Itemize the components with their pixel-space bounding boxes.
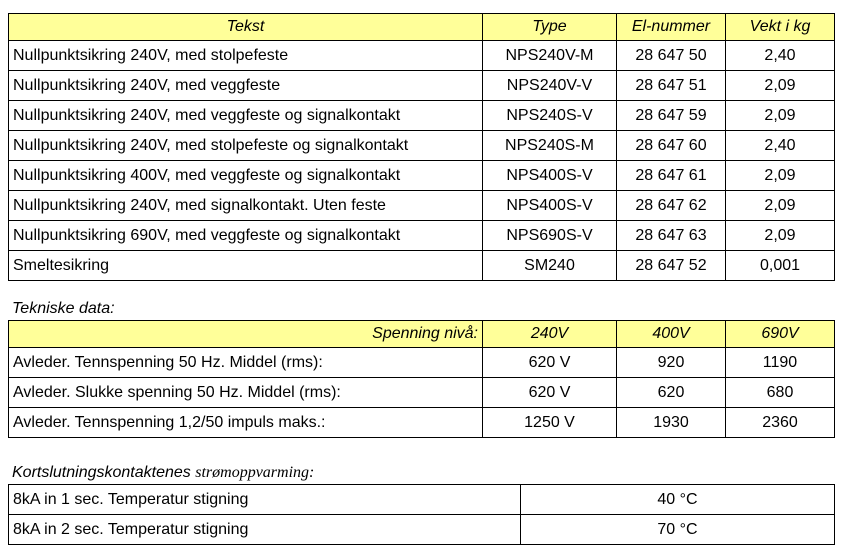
product-type: SM240 (483, 251, 617, 281)
table-row (9, 131, 835, 161)
product-el-nummer: 28 647 50 (617, 41, 726, 71)
product-el-nummer: 28 647 63 (617, 221, 726, 251)
table-row (9, 348, 835, 378)
table-row (9, 408, 835, 438)
product-el-nummer: 28 647 61 (617, 161, 726, 191)
tech-value-690v: 1190 (726, 348, 835, 378)
product-el-nummer: 28 647 51 (617, 71, 726, 101)
heating-label: 8kA in 2 sec. Temperatur stigning (9, 515, 521, 545)
table-row (9, 191, 835, 221)
product-el-nummer: 28 647 60 (617, 131, 726, 161)
header-240v: 240V (483, 321, 617, 348)
table-row (9, 161, 835, 191)
table-row (9, 71, 835, 101)
header-type: Type (483, 14, 617, 41)
table-row (9, 221, 835, 251)
product-text: Smeltesikring (9, 251, 483, 281)
product-text: Nullpunktsikring 240V, med veggfeste og signalkontakt (9, 101, 483, 131)
product-text: Nullpunktsikring 240V, med signalkontakt. Uten feste (9, 191, 483, 221)
tech-label: Avleder. Tennspenning 50 Hz. Middel (rms): (9, 348, 483, 378)
heating-label: 8kA in 1 sec. Temperatur stigning (9, 485, 521, 515)
product-el-nummer: 28 647 59 (617, 101, 726, 131)
product-weight: 2,09 (726, 221, 835, 251)
product-text: Nullpunktsikring 690V, med veggfeste og signalkontakt (9, 221, 483, 251)
heating-value: 40 °C (521, 485, 835, 515)
product-weight: 0,001 (726, 251, 835, 281)
table-row (9, 251, 835, 281)
header-vekt: Vekt i kg (726, 14, 835, 41)
product-weight: 2,09 (726, 191, 835, 221)
table-row (9, 485, 835, 515)
product-el-nummer: 28 647 52 (617, 251, 726, 281)
product-weight: 2,09 (726, 161, 835, 191)
tech-label: Avleder. Tennspenning 1,2/50 impuls maks.: (9, 408, 483, 438)
heating-caption-part-a: Kortslutningskontaktenes (12, 464, 191, 481)
product-weight: 2,09 (726, 71, 835, 101)
header-tekst: Tekst (9, 14, 483, 41)
product-type: NPS240V-V (483, 71, 617, 101)
product-type: NPS400S-V (483, 191, 617, 221)
product-text: Nullpunktsikring 240V, med stolpefeste (9, 41, 483, 71)
product-weight: 2,40 (726, 131, 835, 161)
header-400v: 400V (617, 321, 726, 348)
header-spenning: Spenning nivå: (9, 321, 483, 348)
table-row (9, 41, 835, 71)
tech-value-400v: 1930 (617, 408, 726, 438)
tech-table (8, 320, 835, 438)
product-text: Nullpunktsikring 240V, med veggfeste (9, 71, 483, 101)
product-type: NPS240S-V (483, 101, 617, 131)
tech-label: Avleder. Slukke spenning 50 Hz. Middel (rms): (9, 378, 483, 408)
header-690v: 690V (726, 321, 835, 348)
table-row (9, 515, 835, 545)
tech-value-240v: 620 V (483, 348, 617, 378)
product-type: NPS240V-M (483, 41, 617, 71)
tech-value-690v: 680 (726, 378, 835, 408)
product-type: NPS240S-M (483, 131, 617, 161)
tech-header-row (9, 321, 835, 348)
table-row (9, 101, 835, 131)
heating-table (8, 484, 835, 545)
heating-value: 70 °C (521, 515, 835, 545)
product-header-row (9, 14, 835, 41)
heating-caption (12, 464, 314, 482)
tech-value-240v: 1250 V (483, 408, 617, 438)
table-row (9, 378, 835, 408)
tech-value-400v: 920 (617, 348, 726, 378)
product-weight: 2,09 (726, 101, 835, 131)
tech-value-400v: 620 (617, 378, 726, 408)
tech-value-690v: 2360 (726, 408, 835, 438)
product-type: NPS400S-V (483, 161, 617, 191)
product-text: Nullpunktsikring 240V, med stolpefeste og signalkontakt (9, 131, 483, 161)
tech-caption: Tekniske data: (12, 300, 115, 317)
header-el-nummer: El-nummer (617, 14, 726, 41)
tech-value-240v: 620 V (483, 378, 617, 408)
product-weight: 2,40 (726, 41, 835, 71)
product-type: NPS690S-V (483, 221, 617, 251)
product-el-nummer: 28 647 62 (617, 191, 726, 221)
heating-caption-part-b: strømoppvarming: (195, 464, 315, 481)
product-text: Nullpunktsikring 400V, med veggfeste og signalkontakt (9, 161, 483, 191)
product-table (8, 13, 835, 281)
